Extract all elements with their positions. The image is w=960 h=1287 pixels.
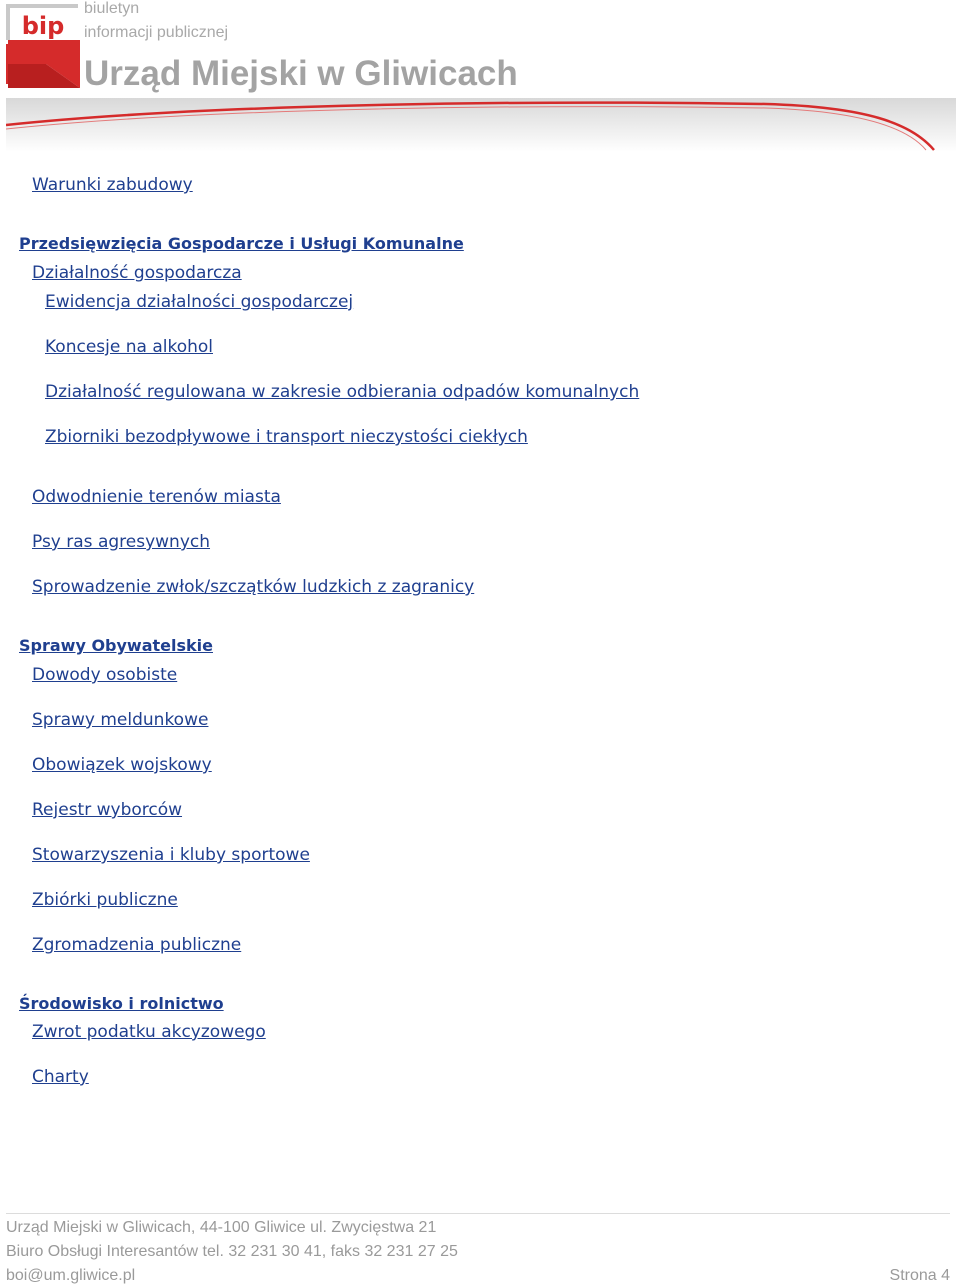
header-swoosh <box>6 98 956 152</box>
footer-email: boi@um.gliwice.pl <box>6 1267 136 1284</box>
bip-subtitle-line1: biuletyn <box>84 0 140 17</box>
link-zgromadzenia-publiczne[interactable]: Zgromadzenia publiczne <box>32 935 242 955</box>
link-psy-ras-agresywnych[interactable]: Psy ras agresywnych <box>32 532 211 552</box>
link-rejestr-wyborcow[interactable]: Rejestr wyborców <box>32 800 183 820</box>
bip-logo <box>6 4 80 88</box>
footer-divider <box>6 1213 950 1214</box>
link-dzialalnosc-gospodarcza[interactable]: Działalność gospodarcza <box>32 263 242 283</box>
section-title-sprawy-obywatelskie[interactable]: Sprawy Obywatelskie <box>19 636 213 655</box>
link-charty[interactable]: Charty <box>32 1067 89 1087</box>
link-koncesje-na-alkohol[interactable]: Koncesje na alkohol <box>45 337 213 357</box>
link-dzialalnosc-regulowana[interactable]: Działalność regulowana w zakresie odbierania odpadów komunalnych <box>45 382 640 402</box>
bip-logo-text: bip <box>21 12 65 40</box>
footer-contact: Biuro Obsługi Interesantów tel. 32 231 30 41, faks 32 231 27 25 <box>6 1243 458 1260</box>
link-obowiazek-wojskowy[interactable]: Obowiązek wojskowy <box>32 755 212 775</box>
link-dowody-osobiste[interactable]: Dowody osobiste <box>32 665 178 685</box>
link-sprowadzenie-zwlok[interactable]: Sprowadzenie zwłok/szczątków ludzkich z zagranicy <box>32 577 475 597</box>
page-header <box>0 0 960 152</box>
page-title: Urząd Miejski w Gliwicach <box>84 54 518 93</box>
link-zbiorki-publiczne[interactable]: Zbiórki publiczne <box>32 890 178 910</box>
link-odwodnienie-terenow[interactable]: Odwodnienie terenów miasta <box>32 487 281 507</box>
link-stowarzyszenia[interactable]: Stowarzyszenia i kluby sportowe <box>32 845 310 865</box>
link-ewidencja-dzialalnosci[interactable]: Ewidencja działalności gospodarczej <box>45 292 354 312</box>
footer-address: Urząd Miejski w Gliwicach, 44-100 Gliwice ul. Zwycięstwa 21 <box>6 1219 437 1236</box>
link-zbiorniki-bezodplywowe[interactable]: Zbiorniki bezodpływowe i transport nieczystości ciekłych <box>45 427 528 447</box>
page-number: Strona 4 <box>889 1267 950 1284</box>
section-title-srodowisko[interactable]: Środowisko i rolnictwo <box>19 994 224 1013</box>
link-sprawy-meldunkowe[interactable]: Sprawy meldunkowe <box>32 710 209 730</box>
bip-subtitle-line2: informacji publicznej <box>84 24 229 41</box>
section-title-przedsiewziecia[interactable]: Przedsięwzięcia Gospodarcze i Usługi Komunalne <box>19 234 464 253</box>
link-warunki-zabudowy[interactable]: Warunki zabudowy <box>32 175 193 195</box>
link-zwrot-podatku[interactable]: Zwrot podatku akcyzowego <box>32 1022 266 1042</box>
